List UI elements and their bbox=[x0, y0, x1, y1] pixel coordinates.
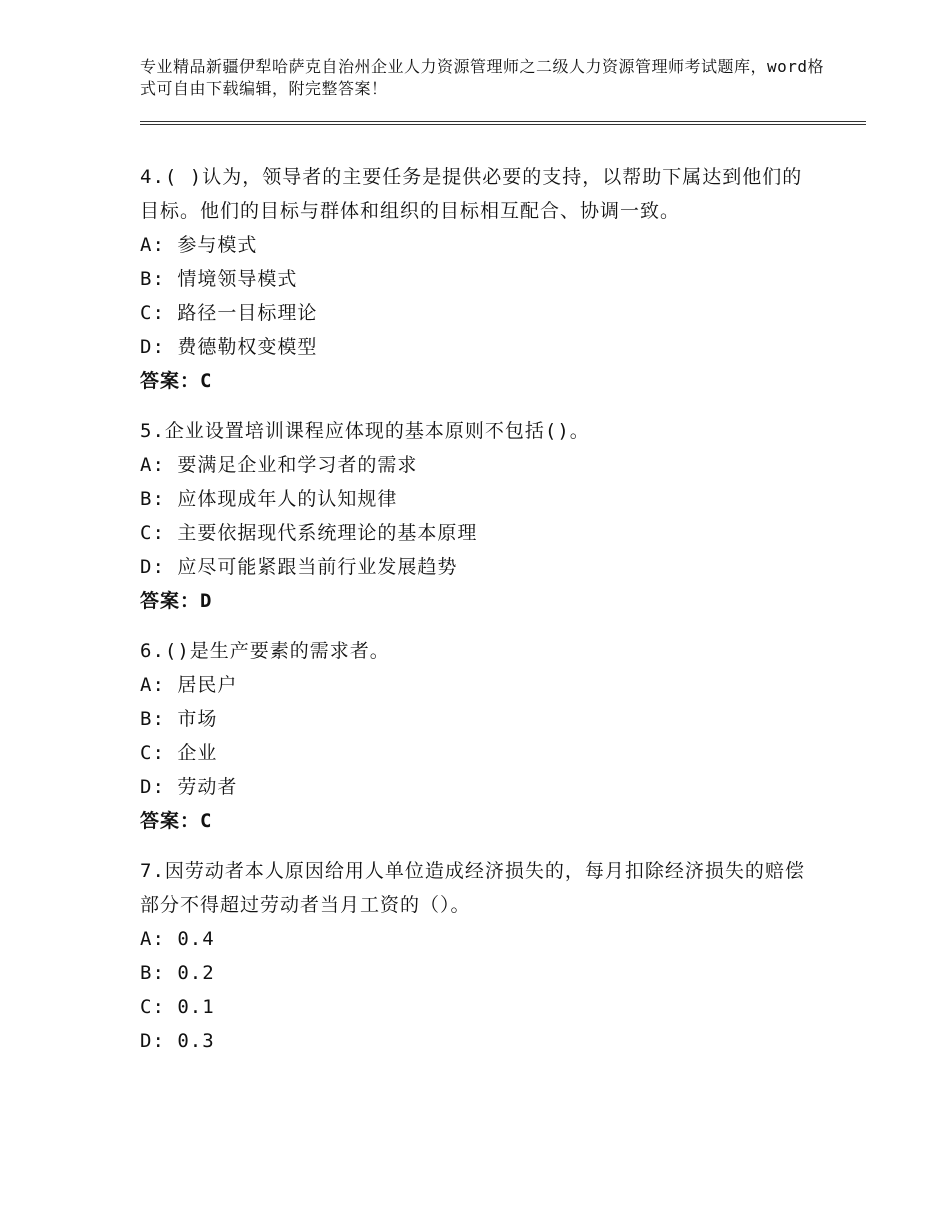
question-6 bbox=[140, 634, 820, 838]
question-7 bbox=[140, 854, 820, 1058]
question-stem: 5.企业设置培训课程应体现的基本原则不包括()。 bbox=[140, 420, 590, 442]
option-a: A: 居民户 bbox=[140, 674, 238, 696]
answer-label: 答案：C bbox=[140, 810, 213, 832]
option-a: A: 要满足企业和学习者的需求 bbox=[140, 454, 418, 476]
header-divider bbox=[140, 121, 866, 125]
question-stem: 6.()是生产要素的需求者。 bbox=[140, 640, 390, 662]
option-c: C: 企业 bbox=[140, 742, 218, 764]
option-d: D: 劳动者 bbox=[140, 776, 238, 798]
option-c: C: 0.1 bbox=[140, 996, 215, 1018]
option-b: B: 0.2 bbox=[140, 962, 215, 984]
question-list bbox=[140, 160, 820, 1074]
option-a: A: 0.4 bbox=[140, 928, 215, 950]
option-d: D: 0.3 bbox=[140, 1030, 215, 1052]
option-a: A: 参与模式 bbox=[140, 234, 258, 256]
option-d: D: 应尽可能紧跟当前行业发展趋势 bbox=[140, 556, 458, 578]
question-5 bbox=[140, 414, 820, 618]
option-c: C: 路径一目标理论 bbox=[140, 302, 318, 324]
document-header-title: 专业精品新疆伊犁哈萨克自治州企业人力资源管理师之二级人力资源管理师考试题库，word格式可自由下载编辑，附完整答案！ bbox=[140, 57, 825, 98]
answer-label: 答案：C bbox=[140, 370, 213, 392]
option-b: B: 应体现成年人的认知规律 bbox=[140, 488, 398, 510]
question-4 bbox=[140, 160, 820, 398]
question-stem: 7.因劳动者本人原因给用人单位造成经济损失的，每月扣除经济损失的赔偿部分不得超过劳动者当月工资的（）。 bbox=[140, 860, 805, 916]
question-stem: 4.( )认为，领导者的主要任务是提供必要的支持，以帮助下属达到他们的目标。他们的目标与群体和组织的目标相互配合、协调一致。 bbox=[140, 166, 803, 222]
option-b: B: 情境领导模式 bbox=[140, 268, 298, 290]
answer-label: 答案：D bbox=[140, 590, 213, 612]
option-c: C: 主要依据现代系统理论的基本原理 bbox=[140, 522, 478, 544]
option-d: D: 费德勒权变模型 bbox=[140, 336, 318, 358]
option-b: B: 市场 bbox=[140, 708, 218, 730]
